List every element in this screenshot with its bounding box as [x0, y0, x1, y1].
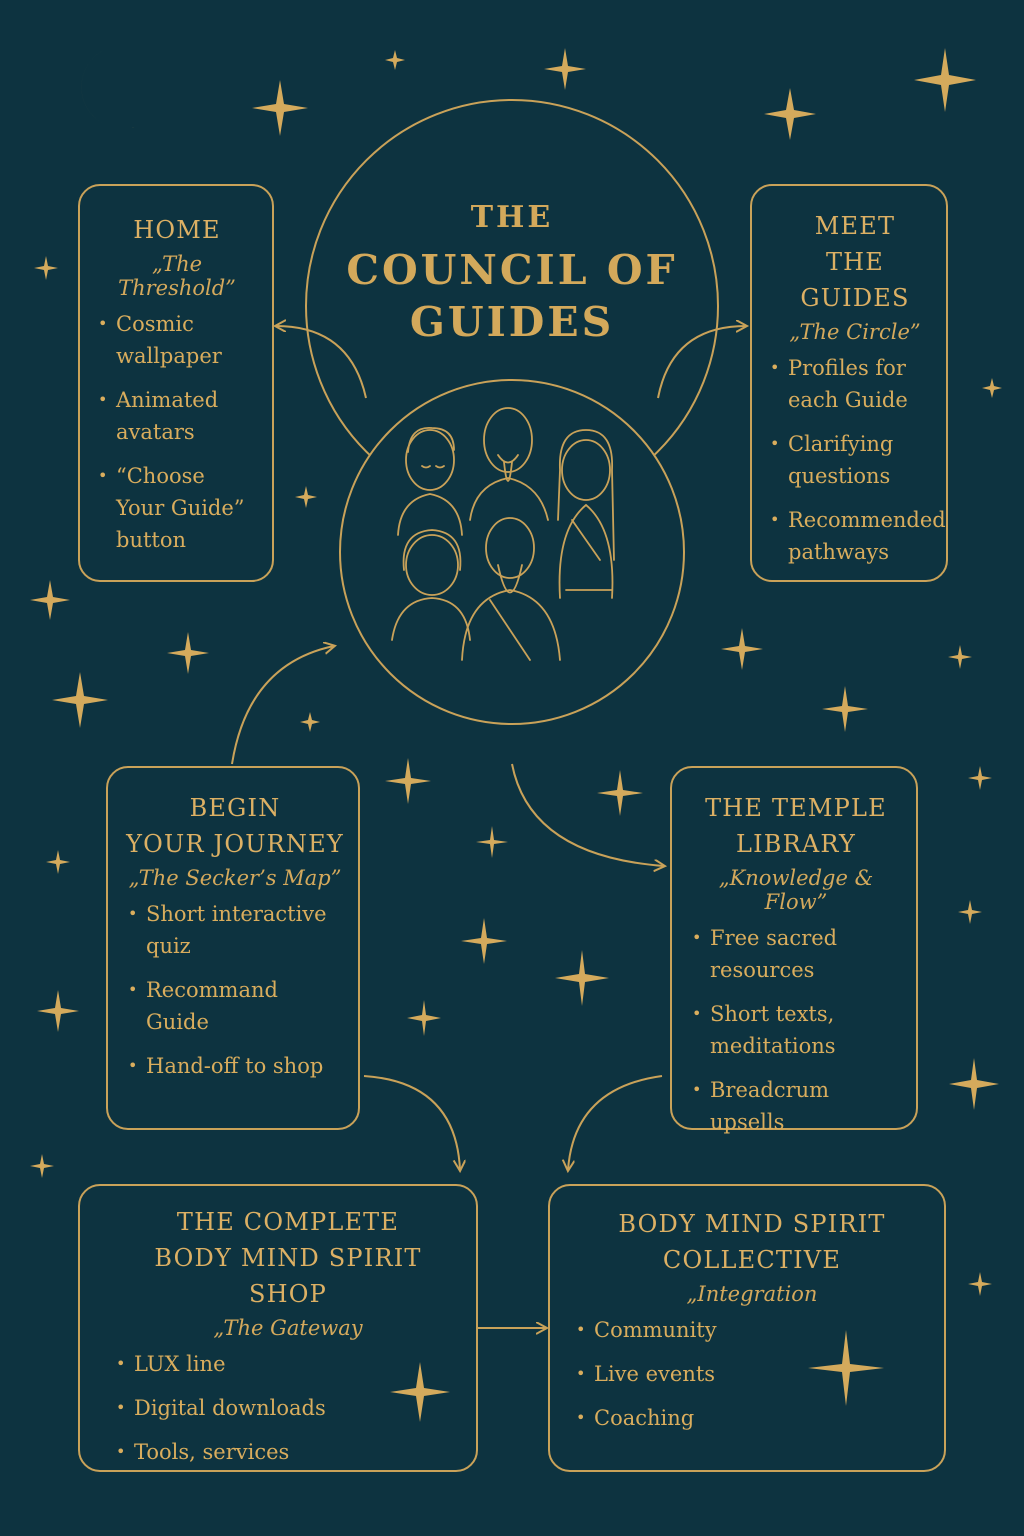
card-subtitle: „The Circle”: [789, 320, 921, 344]
list-item: • Digital downloads: [114, 1392, 462, 1424]
card-subtitle: „The Secker’s Map”: [128, 866, 342, 890]
list-item: • Breadcrum upsells: [690, 1074, 902, 1138]
list-item: • Coaching: [574, 1402, 930, 1434]
title-line-1: THE: [470, 200, 554, 235]
guides-circle: [340, 380, 684, 724]
card-heading: BEGIN YOUR JOURNEY: [126, 794, 344, 858]
list-item: • Cosmic wallpaper: [96, 308, 258, 372]
card-subtitle: „Integration: [686, 1282, 818, 1306]
page-title: COUNCIL OF GUIDES: [346, 246, 678, 346]
list-item: • Short interactive quiz: [126, 898, 344, 962]
card-list: [126, 898, 344, 1082]
list-item: • Tools, services: [114, 1436, 462, 1468]
list-item: • Animated avatars: [96, 384, 258, 448]
card-subtitle: „Knowledge & Flow”: [718, 866, 874, 914]
card-list: [114, 1348, 462, 1468]
journey-card: [106, 766, 360, 1130]
list-item: • Recommended pathways: [768, 504, 942, 568]
list-item: • Clarifying questions: [768, 428, 942, 492]
list-item: • Live events: [574, 1358, 930, 1390]
collective-card: [548, 1184, 946, 1472]
card-list: [574, 1314, 930, 1434]
shop-card: [78, 1184, 478, 1472]
crescent-moon-icon: [81, 50, 142, 129]
card-subtitle: „The Threshold”: [118, 252, 236, 300]
card-heading: HOME: [133, 216, 221, 244]
card-list: [96, 308, 258, 556]
list-item: • Short texts, meditations: [690, 998, 902, 1062]
home-card: [78, 184, 274, 582]
card-heading: THE COMPLETE BODY MIND SPIRIT SHOP: [154, 1208, 422, 1308]
list-item: • “Choose Your Guide” button: [96, 460, 258, 556]
list-item: • Profiles for each Guide: [768, 352, 942, 416]
list-item: • Community: [574, 1314, 930, 1346]
list-item: • Hand-off to shop: [126, 1050, 344, 1082]
list-item: • Free sacred resources: [690, 922, 902, 986]
card-heading: MEET THE GUIDES: [800, 212, 910, 312]
card-heading: BODY MIND SPIRIT COLLECTIVE: [618, 1210, 886, 1274]
list-item: • LUX line: [114, 1348, 462, 1380]
meet-guides-card: [750, 184, 948, 582]
card-list: [768, 352, 946, 568]
card-subtitle: „The Gateway: [213, 1316, 363, 1340]
list-item: • Recommand Guide: [126, 974, 344, 1038]
library-card: [670, 766, 918, 1134]
card-heading: THE TEMPLE LIBRARY: [705, 794, 887, 858]
card-list: [690, 922, 902, 1138]
